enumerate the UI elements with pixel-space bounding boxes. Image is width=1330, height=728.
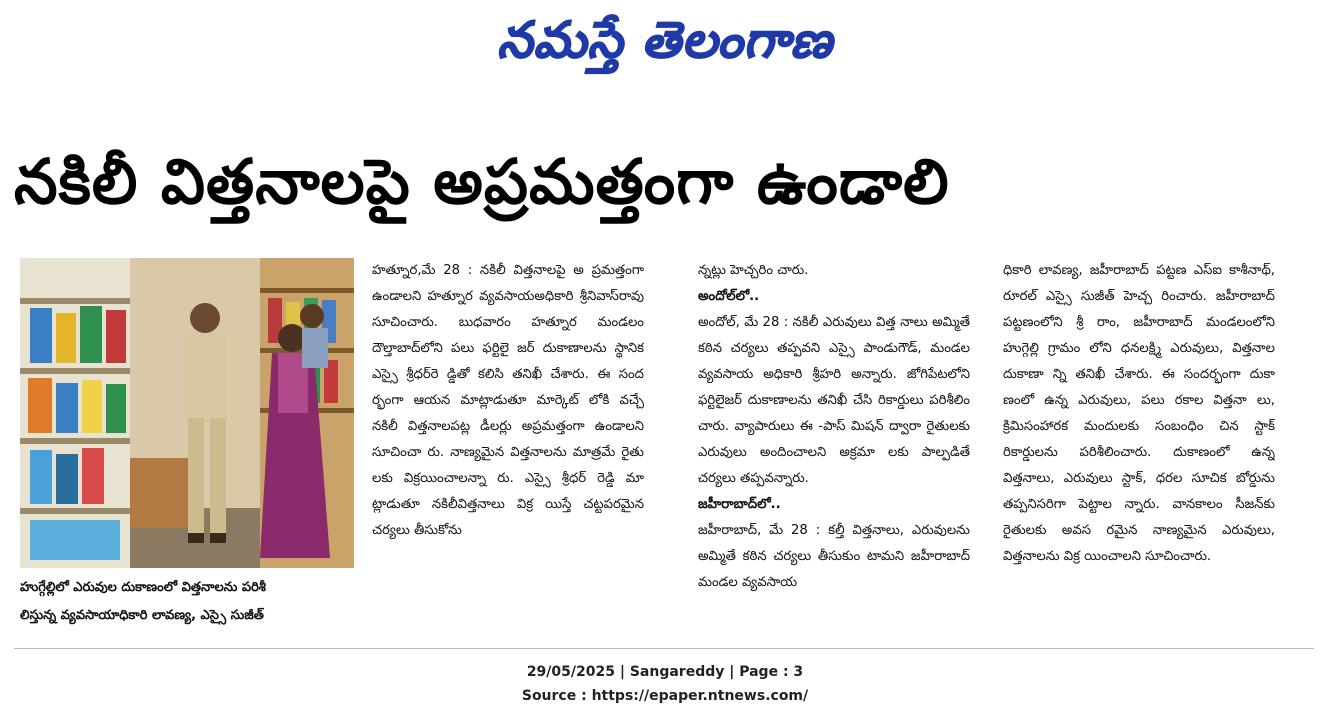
headline: నకిలీ విత్తనాలపై అప్రమత్తంగా ఉండాలి (14, 145, 950, 218)
subheading-andole: అందోల్‌లో.. (698, 289, 760, 304)
footer-source: Source : https://epaper.ntnews.com/ (521, 688, 809, 704)
column-text: హత్నూర,మే 28 : నకిలీ విత్తనాలపై అ ప్రమత్తంగా ఉండాలని హత్నూర వ్యవసాయఅధికారి శ్రీనివాస్‌రావు సూచించారు. బుధవారం హత్నూర మండలం దౌల్తాబాద్‌లోని పలు ఫర్టిలై జర్ దుకాణాలను స్థానిక ఎస్సై శ్రీధర్‌రె డ్డితో కలిసి తనిఖీ చేశారు. ఈ సంద ర్భంగా ఆయన మాట్లాడుతూ మార్కెట్ లోకి వచ్చే నకిలీ విత్తనాలపట్ల డీలర్లు అప్రమత్తంగా ఉండాలని సూచించా రు. నాణ్యమైన విత్తనాలను మాత్రమే రైతు లకు విక్రయించాలన్నా రు. ఎస్సై శ్రీధర్ రెడ్డి మా ట్లాడుతూ నకిలీవిత్తనాలు విక్ర యిస్తే చట్టపరమైన చర్యలు తీసుకోను (372, 263, 644, 538)
caption-line: లిస్తున్న వ్యవసాయాధికారి లావణ్య, ఎస్సై సుజీత్ (20, 608, 264, 623)
article-column-2 (698, 258, 970, 638)
column-text: జహీరాబాద్, మే 28 : కల్తీ విత్తనాలు, ఎరువులను అమ్మితే కఠిన చర్యలు తీసుకుం టామని జహీరాబాద్ మండల వ్యవసాయ (698, 523, 970, 590)
column-text: అందోల్, మే 28 : నకిలీ ఎరువులు విత్త నాలు అమ్మితే కఠిన చర్యలు తప్పవని ఎస్సై పాండుగౌడ్, మండల వ్యవసాయ అధికారి శ్రీహరి అన్నారు. జోగిపేటలోని ఫర్టిలైజర్ దుకాణాలను తనిఖీ చేసి రికార్డులు పరిశీలిం చారు. వ్యాపారులు ఈ -పాస్ మిషన్ ద్వారా రైతులకు ఎరువులు అందించాలని అక్రమా లకు పాల్పడితే చర్యలు తప్పవన్నారు. (698, 315, 970, 486)
shop-inspection-photo (20, 258, 354, 568)
footer-date-edition: 29/05/2025 | Sangareddy | Page : 3 (526, 664, 804, 680)
column-text: న్నట్లు హెచ్చరిం చారు. (698, 263, 809, 278)
footer-divider (14, 648, 1314, 649)
article-photo (20, 258, 354, 568)
masthead (0, 8, 1330, 76)
column-text: ధికారి లావణ్య, జహీరాబాద్ పట్టణ ఎస్ఐ కాశీనాథ్, రూరల్ ఎస్సై సుజీత్ హెచ్చ రించారు. జహీరాబాద్ పట్టణంలోని శ్రీ రాం, జహీరాబాద్ మండలంలోని హుగ్గెల్లి గ్రామం లోని ధనలక్ష్మి ఎరువులు, విత్తనాల దుకాణా న్ని తనిఖీ చేశారు. ఈ సందర్భంగా దుకా ణంలో ఉన్న ఎరువులు, పలు రకాల విత్తనా లు, క్రిమిసంహారక మందులకు సంబంధిం చిన స్టాక్ రికార్డులను పరిశీలించారు. దుకాణంలో ఉన్న విత్తనాలు, ఎరువులు స్టాక్, ధరల సూచిక బోర్డును తప్పనిసరిగా పెట్టాల న్నారు. వానకాలం సీజన్‌కు రైతులకు అవస రమైన నాణ్యమైన ఎరువులు, విత్తనాలను విక్ర యించాలని సూచించారు. (1003, 263, 1275, 564)
article-column-1 (372, 258, 644, 638)
photo-caption (20, 574, 360, 630)
subheading-zaheerabad: జహీరాబాద్‌లో.. (698, 497, 781, 512)
newspaper-title: నమస్తే తెలంగాణ (497, 11, 833, 69)
caption-line: హుగ్గేల్లిలో ఎరువుల దుకాణంలో విత్తనాలను పరిశీ (20, 580, 266, 595)
article-column-3 (1003, 258, 1275, 638)
